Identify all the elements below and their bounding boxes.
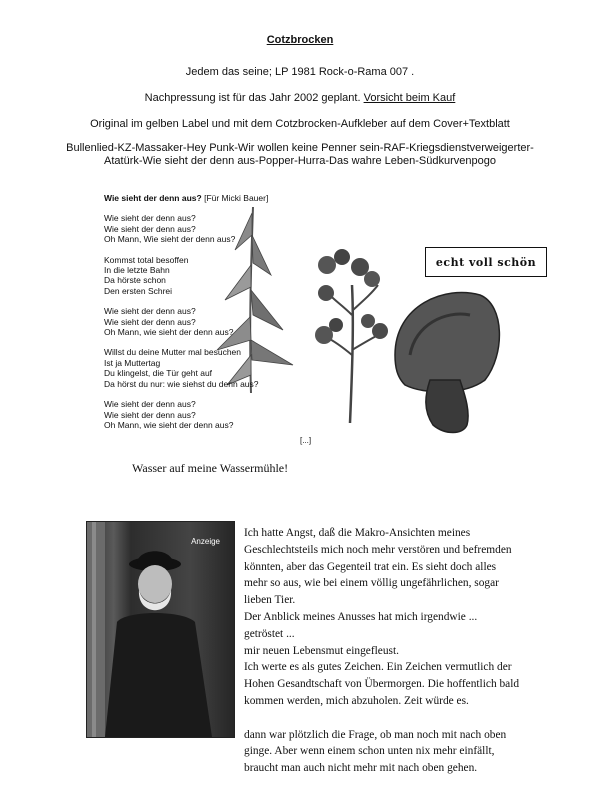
poem-line: Wie sieht der denn aus? [104, 306, 196, 317]
story-line: Hohen Gesandtschaft von Übermorgen. Die hoffentlich bald [244, 678, 520, 691]
original-line: Original im gelben Label und mit dem Cotzbrocken-Aufkleber auf dem Cover+Textblatt [90, 118, 510, 130]
poem-line: Du klingelst, die Tür geht auf [104, 368, 213, 379]
poem-stanza [104, 399, 304, 430]
poem-ellipsis: [...] [300, 436, 312, 445]
poem-line: Ist ja Muttertag [104, 357, 161, 368]
poem-title [104, 193, 304, 203]
poem-line: Kommst total besoffen [104, 254, 189, 265]
poem-line: Wie sieht der denn aus? [104, 409, 196, 420]
tracklist-line: Atatürk-Wie sieht der denn aus-Popper-Hurra-Das wahre Leben-Südkurvenpogo [104, 155, 496, 167]
story-line: lieben Tier. [244, 594, 296, 607]
section-subheading: Wasser auf meine Wassermühle! [132, 461, 289, 475]
poem-line: Wie sieht der denn aus? [104, 316, 196, 327]
poem-title-text: Wie sieht der denn aus? [104, 193, 202, 203]
photo-badge: Anzeige [191, 537, 220, 546]
poem-line: Wie sieht der denn aus? [104, 223, 196, 234]
release-line: Jedem das seine; LP 1981 Rock-o-Rama 007 . [185, 66, 415, 78]
poem-line: Den ersten Schrei [104, 285, 173, 296]
story-line: kommen werden, mich abzuholen. Zeit würde es. [244, 694, 469, 707]
story-line: Ich werte es als gutes Zeichen. Ein Zeichen vermutlich der [244, 661, 512, 674]
story-line: Ich hatte Angst, daß die Makro-Ansichten meines [244, 527, 471, 539]
poem-dedication: [Für Micki Bauer] [204, 193, 269, 203]
story-text [244, 525, 584, 777]
poem-line: In die letzte Bahn [104, 265, 170, 276]
poem-stanza [104, 347, 304, 389]
mushroom-drawing-icon [385, 285, 510, 440]
poem-line: Oh Mann, Wie sieht der denn aus? [104, 234, 236, 245]
poem-line: Wie sieht der denn aus? [104, 213, 196, 224]
tracklist [0, 142, 600, 168]
story-line: mir neuen Lebensmut eingefleust. [244, 644, 399, 657]
speech-callout: echt voll schön [425, 247, 547, 277]
poem-line: Willst du deine Mutter mal besuchen [104, 347, 242, 358]
repress-text: Nachpressung ist für das Jahr 2002 geplant. [144, 92, 361, 104]
poem-line: Wie sieht der denn aus? [104, 399, 196, 410]
poem-stanza [104, 255, 304, 297]
story-line: Der Anblick meines Anusses hat mich irgendwie ... [244, 610, 478, 623]
story-line: getröstet ... [244, 627, 295, 640]
poem-stanza [104, 306, 304, 337]
poem-stanza [104, 213, 304, 244]
tracklist-line: Bullenlied-KZ-Massaker-Hey Punk-Wir wollen keine Penner sein-RAF-Kriegsdienstverweigerter- [66, 142, 534, 154]
poem-line: Oh Mann, wie sieht der denn aus? [104, 327, 234, 338]
poem-line: Da hörst du nur: wie siehst du denn aus? [104, 378, 259, 389]
repress-warning-link[interactable]: Vorsicht beim Kauf [363, 92, 456, 104]
portrait-photo [86, 521, 235, 738]
story-line: ginge. Aber wenn einem schon unten nix mehr einfällt, [244, 745, 495, 758]
poem-line: Da hörste schon [104, 275, 166, 286]
portrait-figure-icon [87, 522, 234, 737]
poem [104, 193, 304, 430]
story-line: mehr so aus, wie bei einem völlig ungefährlichen, sogar [244, 577, 499, 590]
poem-line: Oh Mann, wie sieht der denn aus? [104, 419, 234, 430]
page-title: Cotzbrocken [266, 34, 334, 46]
story-line: braucht man auch nicht mehr mit nach oben gehen. [244, 762, 478, 775]
story-line: Geschlechtsteils mich noch mehr verstören und befremden [244, 543, 512, 556]
repress-line [0, 92, 600, 104]
story-line: dann war plötzlich die Frage, ob man noch mit nach oben [244, 728, 507, 741]
story-line: könnten, aber das Gegenteil trat ein. Es sieht doch alles [244, 560, 497, 573]
